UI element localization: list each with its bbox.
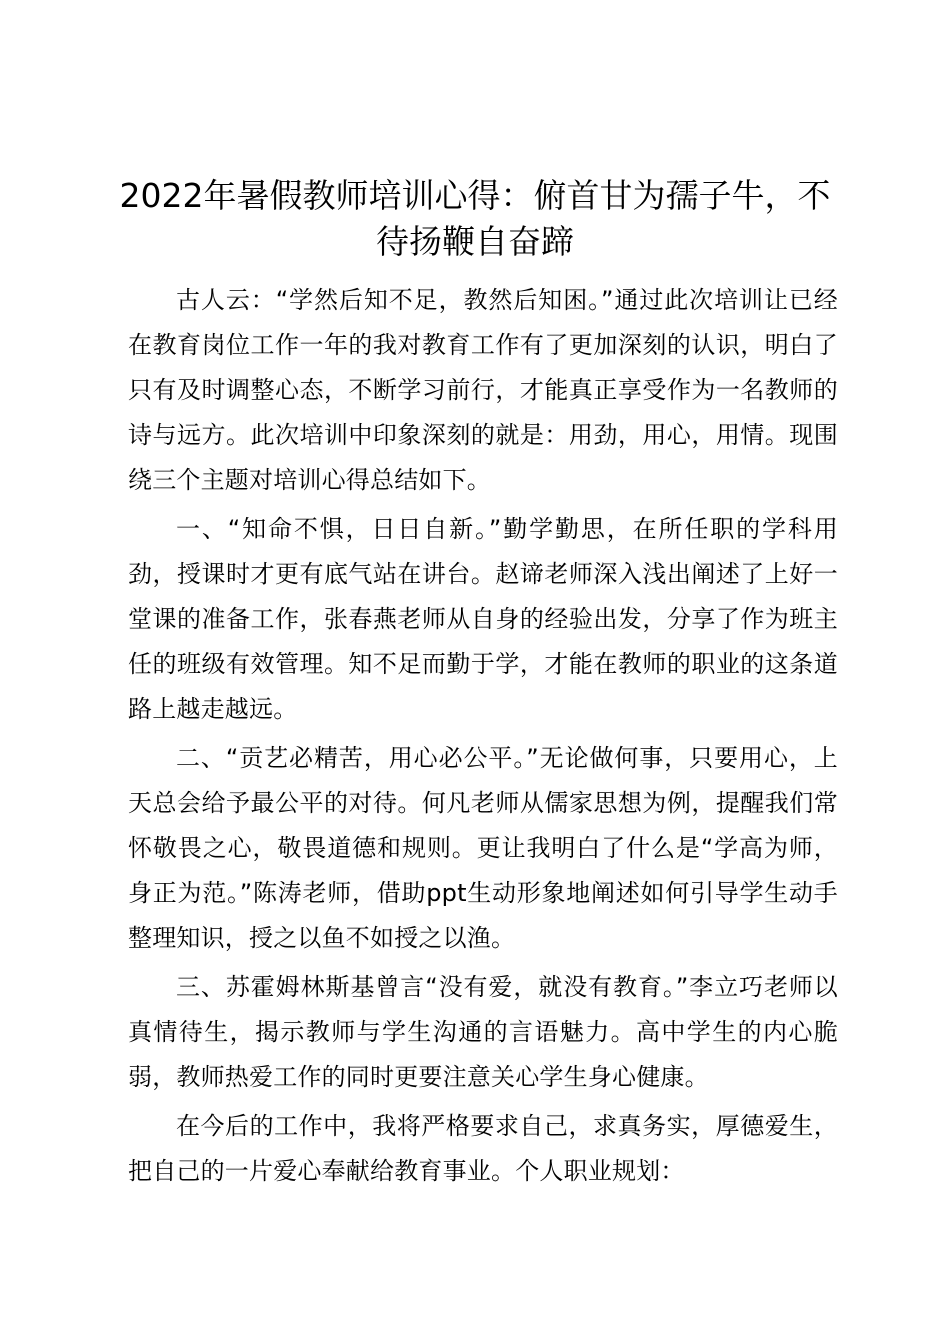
paragraph-conclusion: 在今后的工作中，我将严格要求自己，求真务实，厚德爱生，把自己的一片爱心奉献给教育事业。个人职业规划：: [128, 1112, 838, 1185]
paragraph-section-3: 三、苏霍姆林斯基曾言“没有爱，就没有教育。”李立巧老师以真情待生，揭示教师与学生沟通的言语魅力。高中学生的内心脆弱，教师热爱工作的同时更要注意关心学生身心健康。: [128, 973, 838, 1091]
paragraph-section-1: 一、“知命不惧，日日自新。”勤学勤思，在所任职的学科用劲，授课时才更有底气站在讲台。赵谛老师深入浅出阐述了上好一堂课的准备工作，张春燕老师从自身的经验出发，分享了作为班主任的班级有效管理。知不足而勤于学，才能在教师的职业的这条道路上越走越远。: [128, 515, 838, 723]
document-title: 2022年暑假教师培训心得：俯首甘为孺子牛，不待扬鞭自奋蹄: [119, 176, 831, 261]
document-body: [128, 278, 838, 1198]
paragraph-section-2: 二、“贡艺必精苦，用心必公平。”无论做何事，只要用心，上天总会给予最公平的对待。何凡老师从儒家思想为例，提醒我们常怀敬畏之心，敬畏道德和规则。更让我明白了什么是“学高为师，身正为范。”陈涛老师，借助ppt生动形象地阐述如何引导学生动手整理知识，授之以鱼不如授之以渔。: [128, 744, 838, 952]
paragraph-intro: 古人云：“学然后知不足，教然后知困。”通过此次培训让已经在教育岗位工作一年的我对教育工作有了更加深刻的认识，明白了只有及时调整心态，不断学习前行，才能真正享受作为一名教师的诗与远方。此次培训中印象深刻的就是：用劲，用心，用情。现围绕三个主题对培训心得总结如下。: [128, 286, 838, 494]
